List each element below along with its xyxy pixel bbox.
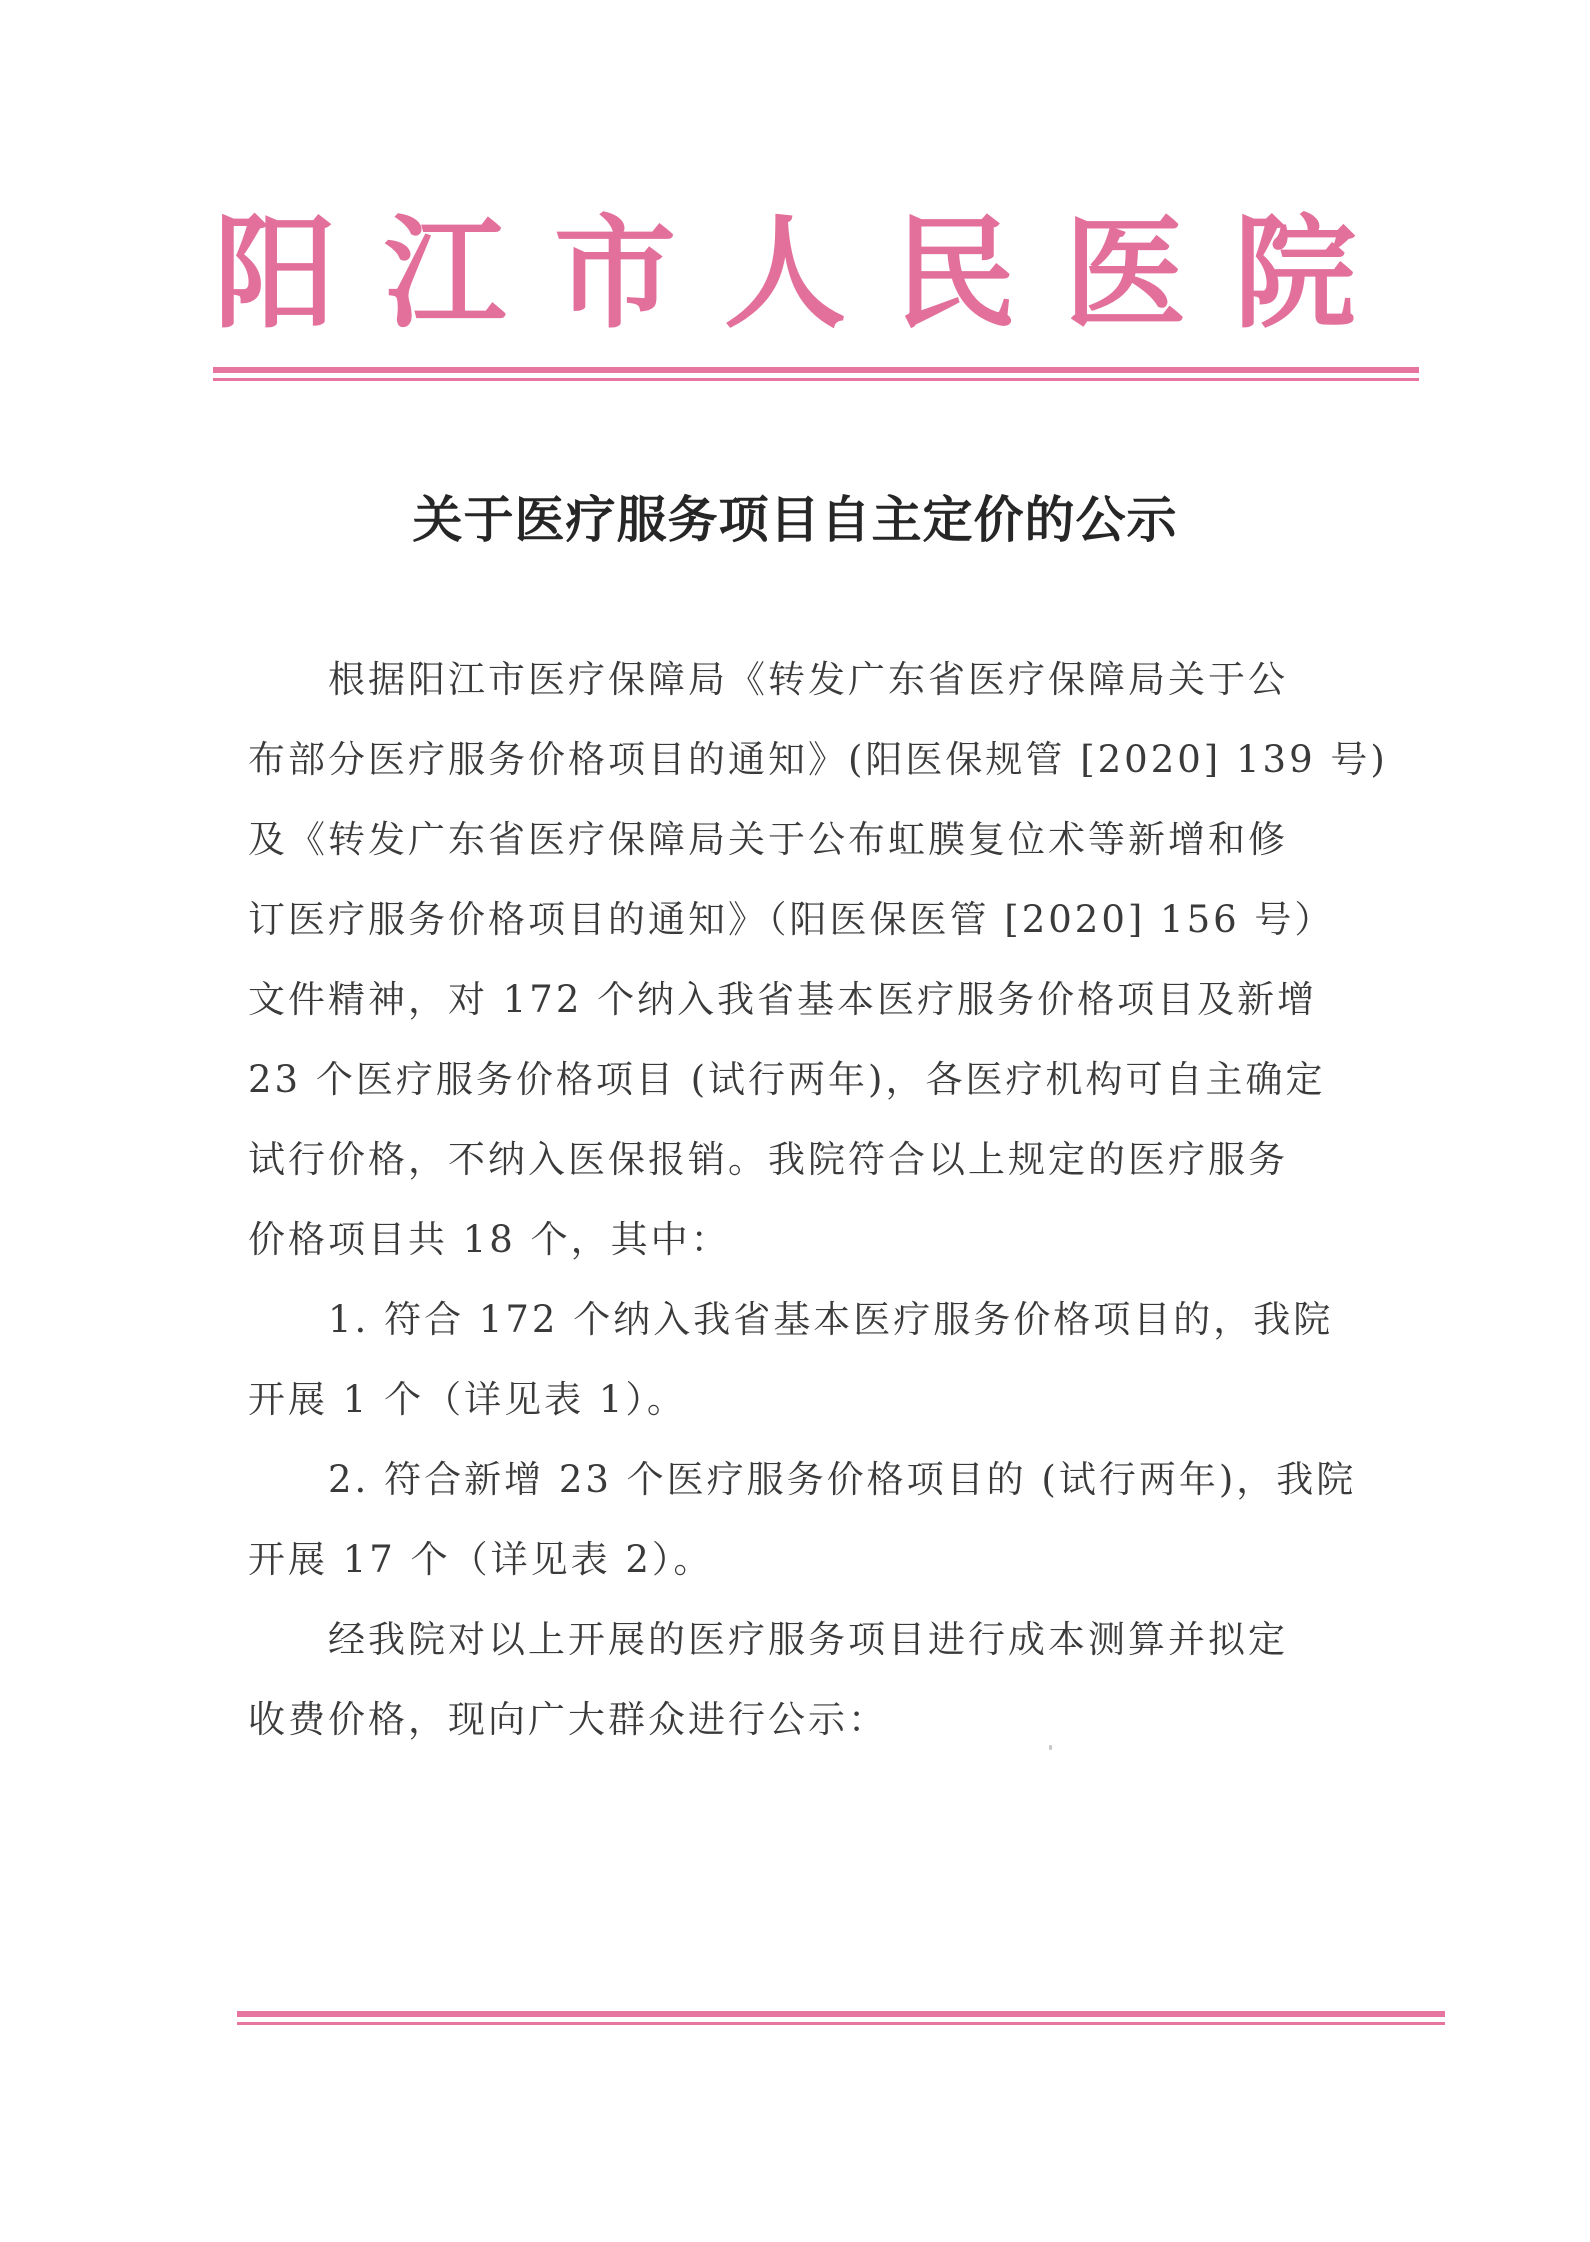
body-line: 订医疗服务价格项目的通知》（阳医保医管 [2020] 156 号） bbox=[248, 898, 1335, 941]
body-line: 收费价格，现向广大群众进行公示： bbox=[248, 1698, 888, 1741]
letterhead-divider-bottom bbox=[237, 2011, 1445, 2026]
letterhead-divider-top bbox=[213, 367, 1419, 382]
body-line: 经我院对以上开展的医疗服务项目进行成本测算并拟定 bbox=[328, 1618, 1288, 1661]
letterhead-char: 市 bbox=[554, 201, 676, 345]
body-line: 开展 1 个（详见表 1）。 bbox=[248, 1378, 687, 1421]
divider-thin-line bbox=[213, 378, 1419, 381]
body-line: 及《转发广东省医疗保障局关于公布虹膜复位术等新增和修 bbox=[248, 818, 1288, 861]
body-line: 23 个医疗服务价格项目 (试行两年)，各医疗机构可自主确定 bbox=[248, 1058, 1326, 1101]
body-line: 试行价格，不纳入医保报销。我院符合以上规定的医疗服务 bbox=[248, 1138, 1288, 1181]
divider-thin-line bbox=[237, 2022, 1445, 2025]
letterhead-title bbox=[214, 198, 1374, 348]
scan-speck bbox=[1049, 1745, 1052, 1750]
divider-thick-line bbox=[237, 2011, 1445, 2017]
body-line: 2. 符合新增 23 个医疗服务价格项目的 (试行两年)，我院 bbox=[328, 1458, 1357, 1501]
letterhead-char: 院 bbox=[1234, 201, 1356, 345]
letterhead-char: 阳 bbox=[214, 201, 336, 345]
letterhead-char: 民 bbox=[894, 201, 1016, 345]
divider-thick-line bbox=[213, 367, 1419, 373]
letterhead-char: 人 bbox=[724, 201, 846, 345]
body-line: 布部分医疗服务价格项目的通知》(阳医保规管 [2020] 139 号) bbox=[248, 738, 1388, 781]
body-line: 根据阳江市医疗保障局《转发广东省医疗保障局关于公 bbox=[328, 658, 1288, 701]
body-line: 开展 17 个（详见表 2）。 bbox=[248, 1538, 714, 1581]
body-line: 价格项目共 18 个，其中： bbox=[248, 1218, 731, 1261]
body-line: 文件精神，对 172 个纳入我省基本医疗服务价格项目及新增 bbox=[248, 978, 1318, 1021]
letterhead-char: 江 bbox=[384, 201, 506, 345]
document-title: 关于医疗服务项目自主定价的公示 bbox=[412, 491, 1178, 549]
body-line: 1. 符合 172 个纳入我省基本医疗服务价格项目的，我院 bbox=[328, 1298, 1334, 1341]
letterhead-char: 医 bbox=[1064, 201, 1186, 345]
